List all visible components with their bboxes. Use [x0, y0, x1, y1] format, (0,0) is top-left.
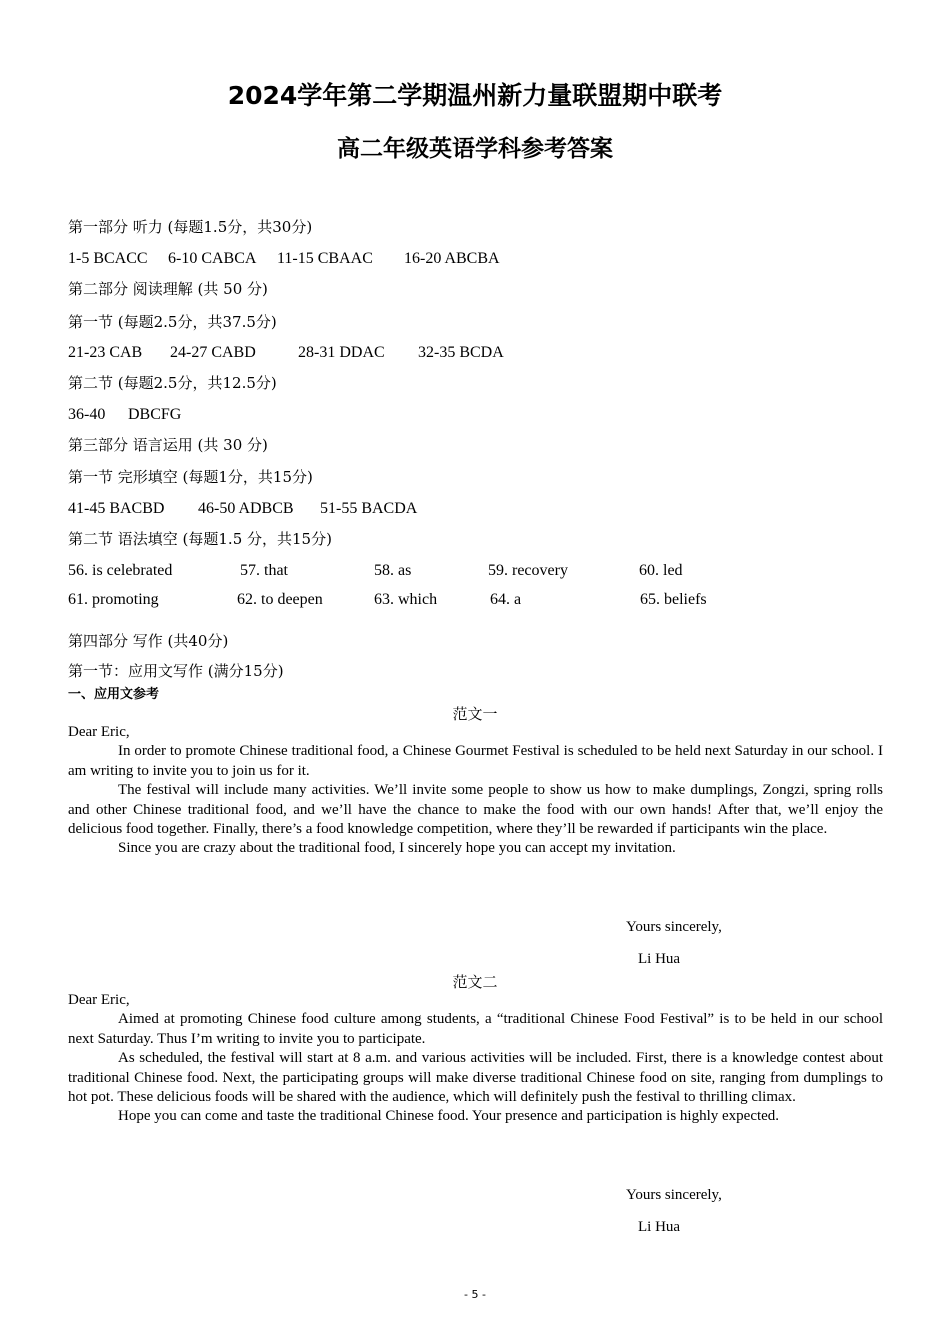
grammar-answer: 58. as	[374, 562, 412, 579]
answer-group: 11-15 CBAAC	[277, 250, 373, 267]
answer-group: 6-10 CABCA	[168, 250, 257, 267]
essay2-closing: Yours sincerely,	[626, 1187, 722, 1203]
essay1-label: 范文一	[452, 705, 498, 723]
grammar-answer: 62. to deepen	[237, 591, 323, 608]
essay1-greeting: Dear Eric,	[68, 724, 130, 740]
part3-heading: 第三部分 语言运用 (共 30 分)	[68, 436, 268, 454]
part2-section2-heading: 第二节 (每题2.5分，共12.5分)	[68, 374, 277, 392]
answer-group: 32-35 BCDA	[418, 344, 504, 361]
grammar-answer: 60. led	[639, 562, 683, 579]
essay1-closing: Yours sincerely,	[626, 919, 722, 935]
part3-section2-heading: 第二节 语法填空 (每题1.5 分，共15分)	[68, 530, 332, 548]
essay1-paragraph: In order to promote Chinese traditional food, a Chinese Gourmet Festival is scheduled to be held next Saturday in our school. I am writing to invite you to join us for it.	[68, 743, 883, 779]
answer-group: 46-50 ADBCB	[198, 500, 294, 517]
essay1-signature: Li Hua	[638, 951, 681, 967]
essay2-paragraph: Hope you can come and taste the traditional Chinese food. Your presence and participation is highly expected.	[118, 1108, 780, 1125]
answer-group: 51-55 BACDA	[320, 500, 418, 517]
essay1-paragraph: Since you are crazy about the traditional food, I sincerely hope you can accept my invitation.	[118, 840, 676, 857]
essay2-paragraph: As scheduled, the festival will start at 8 a.m. and various activities will be included. First, there is a knowledge contest about traditional Chinese food. Next, the participating groups will make diverse traditional Chinese food on site, ranging from dumplings to hot pot. These delicious foods will be shared with the audience, which will definitely push the festival to thrilling climax.	[68, 1050, 883, 1106]
reference-heading: 一、应用文参考	[68, 687, 160, 702]
essay1-body	[68, 723, 883, 859]
grammar-answer: 63. which	[374, 591, 438, 608]
answer-group: 16-20 ABCBA	[404, 250, 500, 267]
part4-section1-heading: 第一节：应用文写作 (满分15分)	[68, 662, 284, 680]
essay2-body	[68, 991, 883, 1127]
grammar-answer: 59. recovery	[488, 562, 568, 579]
grammar-answer: 61. promoting	[68, 591, 159, 608]
answer-group: DBCFG	[128, 406, 182, 423]
grammar-answer: 65. beliefs	[640, 591, 707, 608]
page-number: - 5 -	[464, 1288, 486, 1301]
answer-range: 36-40	[68, 406, 106, 423]
essay2-signature: Li Hua	[638, 1219, 681, 1235]
grammar-answer: 64. a	[490, 591, 522, 608]
part4-heading: 第四部分 写作 (共40分)	[68, 632, 229, 650]
essay2-greeting: Dear Eric,	[68, 992, 130, 1008]
answer-group: 28-31 DDAC	[298, 344, 385, 361]
grammar-answer: 56. is celebrated	[68, 562, 173, 579]
page-title: 2024学年第二学期温州新力量联盟期中联考	[227, 81, 723, 110]
essay1-paragraph: The festival will include many activities. We’ll invite some people to show us how to make dumplings, Zongzi, spring rolls and other Chinese traditional food, and we’ll have the chance to make the food with our own hands! After that, we’ll enjoy the delicious food together. Finally, there’s a food knowledge competition, where they’ll be rewarded if participants win the place.	[68, 782, 883, 838]
answer-group: 24-27 CABD	[170, 344, 256, 361]
part2-section1-heading: 第一节 (每题2.5分，共37.5分)	[68, 313, 277, 331]
essay2-label: 范文二	[452, 973, 498, 991]
essay2-paragraph: Aimed at promoting Chinese food culture among students, a “traditional Chinese Food Festival” is to be held in our school next Saturday. Thus I’m writing to invite you to participate.	[68, 1011, 883, 1047]
part1-heading: 第一部分 听力 (每题1.5分，共30分)	[68, 218, 313, 236]
answer-group: 21-23 CAB	[68, 344, 143, 361]
answer-group: 41-45 BACBD	[68, 500, 165, 517]
answer-group: 1-5 BCACC	[68, 250, 148, 267]
part2-heading: 第二部分 阅读理解 (共 50 分)	[68, 280, 268, 298]
page-subtitle: 高二年级英语学科参考答案	[337, 136, 613, 162]
part3-section1-heading: 第一节 完形填空 (每题1分，共15分)	[68, 468, 313, 486]
grammar-answer: 57. that	[240, 562, 288, 579]
